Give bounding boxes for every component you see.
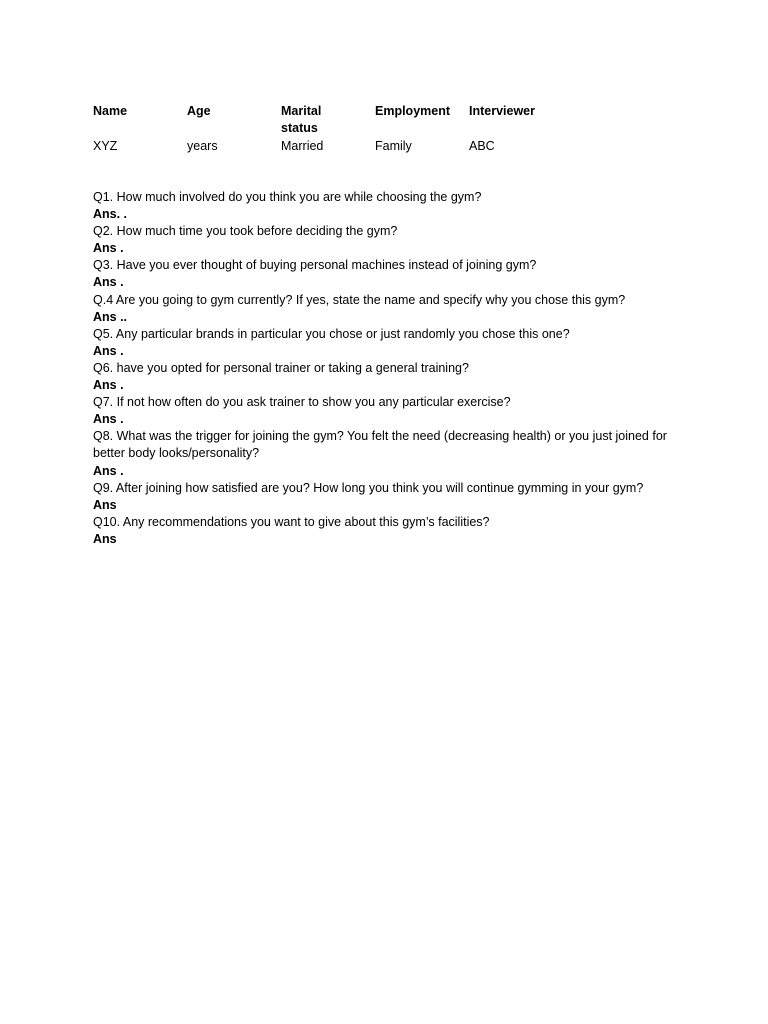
header-employment: Employment [375, 104, 451, 118]
question-7: Q7. If not how often do you ask trainer to show you any particular exercise? [93, 395, 511, 410]
answer-3: Ans . [93, 275, 124, 290]
cell-marital-status: Married [281, 139, 324, 153]
answer-5: Ans . [93, 343, 124, 358]
interviewee-info-table [93, 103, 559, 155]
answer-10: Ans [93, 531, 117, 546]
question-1: Q1. How much involved do you think you are while choosing the gym? [93, 190, 482, 204]
answer-2: Ans . [93, 241, 124, 256]
cell-employment: Family [375, 139, 412, 153]
cell-name: XYZ [93, 139, 118, 153]
cell-interviewer: ABC [469, 139, 495, 153]
header-marital-status: Marital status [281, 104, 322, 135]
answer-9: Ans [93, 497, 117, 512]
question-2: Q2. How much time you took before deciding the gym? [93, 224, 398, 239]
header-interviewer: Interviewer [469, 104, 536, 118]
info-table-header-row [93, 103, 559, 138]
question-6: Q6. have you opted for personal trainer or taking a general training? [93, 360, 469, 375]
answer-7: Ans . [93, 412, 124, 427]
header-age: Age [187, 104, 211, 118]
info-table-row [93, 138, 559, 155]
question-10: Q10. Any recommendations you want to give about this gym’s facilities? [93, 514, 490, 529]
questionnaire [93, 189, 683, 548]
header-name: Name [93, 104, 128, 118]
question-4: Q.4 Are you going to gym currently? If yes, state the name and specify why you chose this gym? [93, 292, 626, 307]
question-5: Q5. Any particular brands in particular you chose or just randomly you chose this one? [93, 326, 570, 341]
question-9: Q9. After joining how satisfied are you? How long you think you will continue gymming in your gym? [93, 480, 644, 495]
answer-6: Ans . [93, 378, 124, 393]
answer-4: Ans .. [93, 309, 128, 324]
answer-8: Ans . [93, 463, 124, 478]
question-8: Q8. What was the trigger for joining the gym? You felt the need (decreasing health) or you just joined for better body looks/personality? [93, 429, 667, 461]
cell-age: years [187, 139, 218, 153]
answer-1: Ans. . [93, 207, 128, 222]
question-3: Q3. Have you ever thought of buying personal machines instead of joining gym? [93, 258, 537, 273]
